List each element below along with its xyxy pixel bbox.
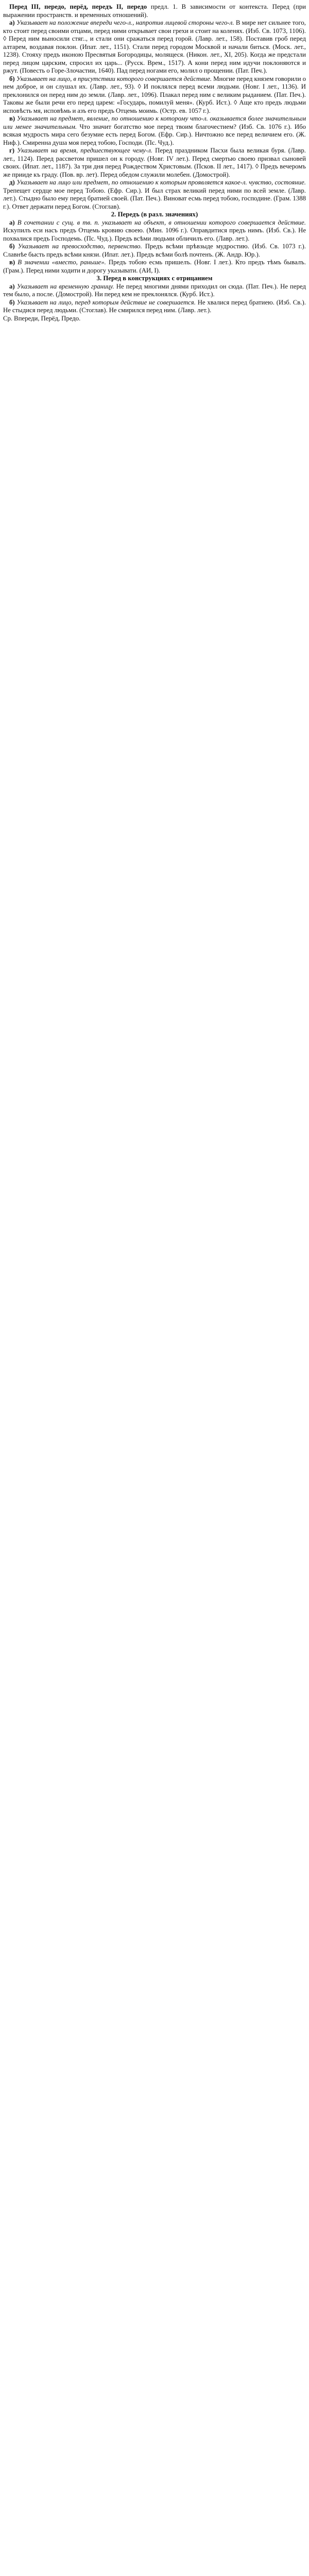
entry-heading — [3, 3, 306, 19]
section-heading-2: 2. Передъ (в разл. значениях) — [111, 211, 198, 218]
section-heading-3: 3. Перед в конструкциях с отрицанием — [96, 275, 213, 282]
entry-head-tail: предл. 1. В зависимости от контекста. Перед (при выражении пространств. и временных отношений). — [3, 3, 306, 19]
sense-definition: Указывает на временную границу. — [16, 282, 114, 290]
entry-title: Перед III, передо, перёд, передъ II, передо — [9, 3, 147, 10]
sense-citations: Предъ всѣми прѣвзыде мудростию. (Изб. Св. 1073 г.). Славнѣе бысть предъ всѣми князи. (Ипат. лет.). Предъ всѣми болѣ почтенъ. (Ж. Андр. Юр.). — [3, 243, 306, 258]
sense-number: д) — [9, 179, 15, 186]
cross-reference: Ср. Впереди, Перёд, Предо. — [3, 314, 81, 322]
sense-citations: Что значит богатство мое перед твоим благочестием? (Изб. Св. 1076 г.). Ибо всякая мудрость мира сего безумие есть перед Богом. (Ефр. Сир.). Ничтожно все перед величием его. (Ж. Ниф.). Смиренна душа моя перед тобою, Господи. (Пс. Чуд.). — [3, 123, 306, 146]
sense-citations: Многие перед князем говорили о нем доброе, и он слушал их. (Лавр. лет., 93). ◊ И поклялся перед всеми людьми. (Новг. I лет., 1136). И преклонился он перед ним до земли. (Лавр. лет., 1096). Плакал перед ним с великим рыданием. (Пат. Печ.). Таковы же были речи его перед царем: «Государь, помилуй меня». (Курб. Ист.). ◊ Аще кто предъ людьми исповѣсть мя, исповѣмь и азъ его предъ Отцемь моимь. (Остр. ев. 1057 г.). — [3, 75, 306, 114]
sense-paragraph — [3, 147, 306, 179]
sense-paragraph — [3, 243, 306, 259]
sense-paragraph — [3, 299, 306, 315]
sense-number: в) — [9, 115, 15, 122]
sense-number: б) — [9, 75, 15, 82]
sense-number: б) — [9, 298, 15, 306]
sense-citations: Перед праздником Пасхи была великая буря. (Лавр. лет., 1124). Перед рассветом пришел он к городу. (Новг. IV лет.). Перед смертью своею призвал сыновей своих. (Ипат. лет., 1187). За три дня перед Рождеством Христовым. (Псков. II лет., 1417). ◊ Предъ вечеромъ же прииде къ граду. (Пов. вр. лет). Перед обедом служили молебен. (Домострой). — [3, 147, 306, 178]
sense-number: а) — [9, 282, 15, 290]
sense-number: а) — [9, 19, 15, 26]
sense-paragraph — [3, 219, 306, 243]
sense-citations: Не хвалися перед братиею. (Изб. Св.). Не стыдися перед людьми. (Стоглав). Не смирился перед ним. (Лавр. лет.). — [3, 298, 306, 314]
sense-number: б) — [9, 243, 15, 250]
sense-citations: В мире нет сильнее того, кто стоит перед своими отцами, перед ними открывает свои грехи и стоит на коленях. (Изб. Св. 1073, 1106). ◊ Перед ним выносили стяг.., и стали они сражаться перед горой. (Лавр. лет., 158). Поставив гроб перед алтарем, воздавая поклон. (Ипат. лет., 1151). Стали перед городом Москвой и начали биться. (Моск. лет., 1238). Стояху предъ иконою Пресвятыя Богородицы, молящеся. (Никон. лет., XI, 205). Когда же предстали перед лицом царским, спросил их царь... (Русск. Врем., 1517). А кони перед ним идучи поклоняются и ржут. (Повесть о Горе-Злочастии, 1640). Пад перед ногами его, молил о прощении. (Пат. Печ.). — [3, 19, 306, 74]
sense-citations: Не перед многими днями приходил он сюда. (Пат. Печ.). Не перед тем было, а после. (Домострой). Ни перед кем не преклонялся. (Курб. Ист.). — [3, 282, 306, 298]
sense-paragraph — [3, 115, 306, 147]
sense-citations: Трепещет сердце мое перед Тобою. (Ефр. Сир.). И был страх великий перед ними по всей земле. (Лавр. лет.). Стыдно было ему перед братией своей. (Пат. Печ.). Виноват есмь перед тобою, господине. (Грам. 1388 г.). Ответ держати перед Богом. (Стоглав). — [3, 187, 306, 210]
sense-group-2 — [3, 219, 306, 275]
sense-definition: В сочетании с сущ. в тв. п. указывает на объект, в отношении которого совершается действие. — [17, 218, 306, 226]
sense-definition: Указывает на лицо или предмет, по отношению к которым проявляется какое-л. чувство, состояние. — [16, 179, 306, 186]
sense-citations: Предъ тобою есмь пришелъ. (Новг. I лет.). Кто предъ тѣмъ бывалъ. (Грам.). Перед ними ходити и дорогу указывати. (АИ, I). — [3, 259, 306, 274]
sense-definition: В значении «вместо, раньше». — [18, 259, 106, 266]
sense-number: г) — [9, 147, 15, 154]
sense-paragraph — [3, 283, 306, 299]
sense-definition: Указывает на время, предшествующее чему-л. — [17, 147, 153, 154]
sense-group-3 — [3, 283, 306, 315]
sense-definition: Указывает на предмет, явление, по отношению к которому что-л. оказывается более значительным или менее значительным. — [3, 115, 306, 130]
sense-number: а) — [9, 218, 15, 226]
sense-definition: Указывает на превосходство, первенство. — [18, 243, 142, 250]
sense-definition: Указывает на положение впереди чего-л., напротив лицевой стороны чего-л. — [16, 19, 234, 26]
sense-number: в) — [9, 259, 15, 266]
sense-paragraph — [3, 75, 306, 115]
sense-definition: Указывает на лицо, в присутствии которого совершается действие. — [16, 75, 212, 82]
sense-definition: Указывает на лицо, перед которым действие не совершается. — [16, 298, 196, 306]
sense-paragraph — [3, 259, 306, 275]
dictionary-page — [3, 0, 306, 326]
sense-group-1 — [3, 19, 306, 211]
sense-paragraph — [3, 179, 306, 211]
sense-citations: Искупилъ еси насъ предъ Отцемь кровию своею. (Мин. 1096 г.). Оправдитися предъ нимъ. (Изб. Св.). Не похвалися предъ Господемь. (Пс. Чуд.). Предъ всѣми людьми обличилъ его. (Лавр. лет.). — [3, 227, 306, 242]
sense-paragraph — [3, 19, 306, 75]
